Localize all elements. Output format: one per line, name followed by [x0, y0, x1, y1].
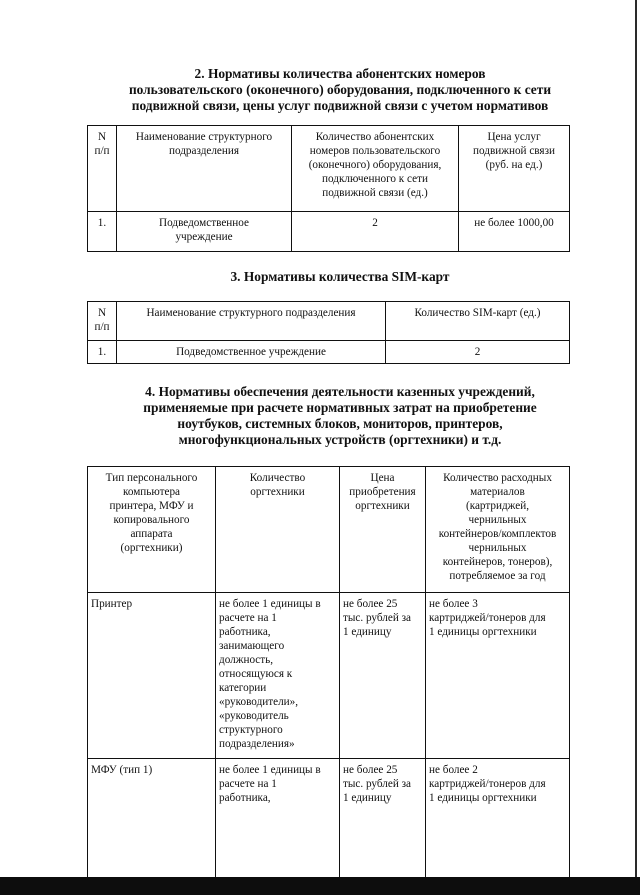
- header-supplies: [426, 467, 570, 593]
- section-2-title-line: 2. Нормативы количества абонентских номеров: [194, 66, 486, 81]
- row-price: [340, 593, 426, 759]
- table-row: [88, 341, 570, 364]
- cell-text: должность,: [219, 654, 274, 666]
- cell-text: расчете на 1: [219, 778, 277, 790]
- header-text: Количество абонентских: [315, 131, 435, 143]
- row-device-type: Принтер: [88, 593, 216, 759]
- section-4-title-line: ноутбуков, системных блоков, мониторов, принтеров,: [177, 416, 503, 431]
- cell-text: расчете на 1: [219, 612, 277, 624]
- row-count: 2: [292, 212, 459, 252]
- row-num: 1.: [88, 341, 117, 364]
- section-2-table: [87, 125, 570, 252]
- header-unit-name: [117, 126, 292, 212]
- header-num: [88, 126, 117, 212]
- cell-text: не более 25: [343, 764, 398, 776]
- header-price: [340, 467, 426, 593]
- cell-text: занимающего: [219, 640, 285, 652]
- scan-edge-bottom: [0, 877, 640, 895]
- section-4-title-line: многофункциональных устройств (оргтехники) и т.д.: [178, 432, 502, 447]
- cell-text: не более 3: [429, 598, 478, 610]
- header-text: подвижной связи (ед.): [322, 187, 428, 199]
- header-text: контейнеров, тонеров),: [442, 556, 553, 568]
- header-text: Цена услуг: [487, 131, 541, 143]
- cell-text: Подведомственное: [159, 217, 249, 229]
- cell-text: работника,: [219, 626, 271, 638]
- row-supplies: [426, 593, 570, 759]
- header-price: [459, 126, 570, 212]
- header-text: N: [97, 131, 107, 143]
- cell-text: не более 1 единицы в: [219, 764, 321, 776]
- section-3-table: [87, 301, 570, 364]
- header-unit-name: Наименование структурного подразделения: [117, 302, 386, 341]
- cell-text: относящуюся к: [219, 668, 293, 680]
- cell-text: картриджей/тонеров для: [429, 778, 546, 790]
- section-2-title-line: пользовательского (оконечного) оборудования, подключенного к сети: [128, 82, 552, 97]
- cell-text: тыс. рублей за: [343, 778, 411, 790]
- row-count: 2: [386, 341, 570, 364]
- section-4-title: [60, 384, 620, 448]
- header-text: чернильных: [468, 514, 527, 526]
- header-text: Наименование структурного: [135, 131, 273, 143]
- header-text: N: [97, 307, 107, 319]
- header-text: чернильных: [468, 542, 527, 554]
- header-text: подключенного к сети: [322, 173, 428, 185]
- table-row: [88, 759, 570, 879]
- cell-text: не более 1 единицы в: [219, 598, 321, 610]
- header-text: (оконечного) оборудования,: [308, 159, 442, 171]
- header-text: Тип персонального: [105, 472, 198, 484]
- header-text: материалов: [470, 486, 525, 498]
- header-num: [88, 302, 117, 341]
- header-text: оргтехники: [355, 500, 410, 512]
- header-text: приобретения: [349, 486, 416, 498]
- header-text: подразделения: [168, 145, 240, 157]
- header-device-type: [88, 467, 216, 593]
- header-text: аппарата: [130, 528, 173, 540]
- cell-text: 1 единицы оргтехники: [429, 626, 537, 638]
- row-num: 1.: [88, 212, 117, 252]
- section-3-title: [60, 269, 620, 285]
- header-text: (руб. на ед.): [485, 159, 543, 171]
- section-4-table: [87, 466, 570, 879]
- table-header-row: [88, 126, 570, 212]
- table-row: [88, 212, 570, 252]
- header-text: потребляемое за год: [449, 570, 546, 582]
- cell-text: картриджей/тонеров для: [429, 612, 546, 624]
- header-text: Количество: [249, 472, 306, 484]
- cell-text: 1 единицу: [343, 792, 392, 804]
- header-text: Количество расходных: [443, 472, 552, 484]
- header-sim-count: Количество SIM-карт (ед.): [386, 302, 570, 341]
- header-text: подвижной связи: [473, 145, 555, 157]
- row-quantity: [216, 593, 340, 759]
- row-price: [340, 759, 426, 879]
- table-row: [88, 593, 570, 759]
- section-2-title-line: подвижной связи, цены услуг подвижной связи с учетом нормативов: [131, 98, 549, 113]
- cell-text: 1 единицы оргтехники: [429, 792, 537, 804]
- table-header-row: [88, 467, 570, 593]
- header-text: п/п: [94, 321, 110, 333]
- cell-text: работника,: [219, 792, 271, 804]
- header-text: контейнеров/комплектов: [438, 528, 557, 540]
- header-text: копировального: [113, 514, 190, 526]
- header-text: компьютера: [122, 486, 181, 498]
- section-2-title: [60, 66, 620, 114]
- header-text: Цена: [370, 472, 395, 484]
- header-text: (картриджей,: [465, 500, 530, 512]
- scan-edge-right: [635, 0, 637, 895]
- header-text: (оргтехники): [120, 542, 183, 554]
- header-text: принтера, МФУ и: [109, 500, 194, 512]
- row-unit-name: [117, 212, 292, 252]
- cell-text: тыс. рублей за: [343, 612, 411, 624]
- section-4-title-line: применяемые при расчете нормативных затрат на приобретение: [143, 400, 537, 415]
- header-subscriber-count: [292, 126, 459, 212]
- row-supplies: [426, 759, 570, 879]
- section-3-title-line: 3. Нормативы количества SIM-карт: [230, 269, 450, 284]
- table-header-row: [88, 302, 570, 341]
- cell-text: «руководитель: [219, 710, 289, 722]
- row-unit-name: Подведомственное учреждение: [117, 341, 386, 364]
- cell-text: не более 2: [429, 764, 478, 776]
- cell-text: учреждение: [175, 231, 233, 243]
- header-text: оргтехники: [250, 486, 305, 498]
- header-text: номеров пользовательского: [309, 145, 441, 157]
- cell-text: «руководители»,: [219, 696, 299, 708]
- cell-text: 1 единицу: [343, 626, 392, 638]
- cell-text: подразделения»: [219, 738, 295, 750]
- row-price: не более 1000,00: [459, 212, 570, 252]
- section-4-title-line: 4. Нормативы обеспечения деятельности казенных учреждений,: [145, 384, 535, 399]
- cell-text: не более 25: [343, 598, 398, 610]
- header-text: п/п: [94, 145, 110, 157]
- row-quantity: [216, 759, 340, 879]
- header-quantity: [216, 467, 340, 593]
- cell-text: категории: [219, 682, 267, 694]
- cell-text: структурного: [219, 724, 283, 736]
- row-device-type: МФУ (тип 1): [88, 759, 216, 879]
